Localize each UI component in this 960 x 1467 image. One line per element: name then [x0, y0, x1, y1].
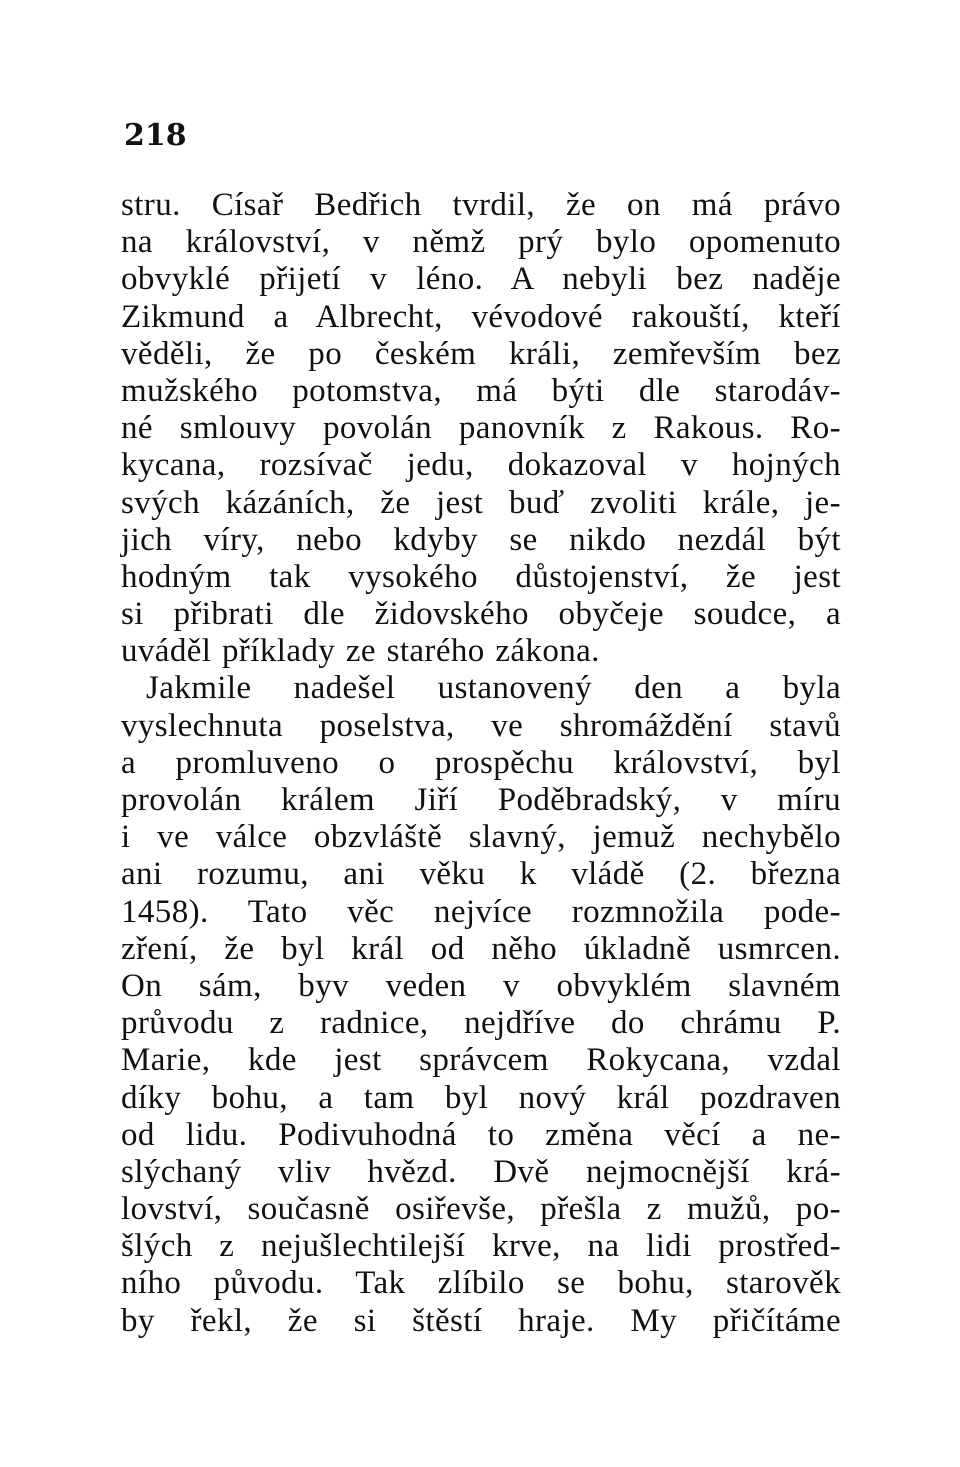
text-line: kycana, rozsívač jedu, dokazoval v hojných	[121, 447, 841, 484]
text-line: vyslechnuta poselstva, ve shromáždění stavů	[121, 707, 841, 744]
text-line: mužského potomstva, má býti dle starodáv-	[121, 372, 841, 409]
text-line: na království, v němž prý bylo opomenuto	[121, 224, 841, 261]
text-line: provolán králem Jiří Poděbradský, v míru	[121, 782, 841, 818]
text-line: Marie, kde jest správcem Rokycana, vzdal	[121, 1042, 841, 1079]
text-line: zření, že byl král od něho úkladně usmrcen.	[121, 930, 841, 967]
page-number: 218	[124, 118, 187, 153]
text-line: On sám, byv veden v obvyklém slavném	[121, 967, 841, 1004]
body-text	[121, 187, 841, 1340]
text-line: věděli, že po českém králi, zemřevším bez	[121, 335, 841, 372]
paragraph-start-line: Jakmile nadešel ustanovený den a byla	[146, 670, 841, 707]
text-line: ani rozumu, ani věku k vládě (2. března	[121, 856, 841, 893]
text-line: šlých z nejušlechtilejší krve, na lidi prostřed-	[121, 1228, 841, 1265]
text-line: by řekl, že si štěstí hraje. My přičítáme	[121, 1302, 841, 1339]
text-line: průvodu z radnice, nejdříve do chrámu P.	[121, 1005, 841, 1042]
text-line: slýchaný vliv hvězd. Dvě nejmocnější krá-	[121, 1153, 841, 1190]
text-line: hodným tak vysokého důstojenství, že jest	[121, 558, 841, 595]
text-line: 1458). Tato věc nejvíce rozmnožila pode-	[121, 893, 841, 930]
text-line: si přibrati dle židovského obyčeje soudce, a	[121, 596, 841, 633]
text-line: stru. Císař Bedřich tvrdil, že on má právo	[121, 187, 841, 223]
text-line: i ve válce obzvláště slavný, jemuž nechybělo	[121, 819, 841, 856]
text-line: a promluveno o prospěchu království, byl	[121, 744, 841, 781]
text-line: díky bohu, a tam byl nový král pozdraven	[121, 1079, 841, 1116]
paragraph-end-line: uváděl příklady ze starého zákona.	[121, 633, 600, 670]
text-line: Zikmund a Albrecht, vévodové rakouští, kteří	[121, 298, 841, 335]
text-line: obvyklé přijetí v léno. A nebyli bez naděje	[121, 261, 841, 298]
text-line: ního původu. Tak zlíbilo se bohu, starověk	[121, 1265, 841, 1302]
text-line: od lidu. Podivuhodná to změna věcí a ne-	[121, 1116, 841, 1153]
text-line: jich víry, nebo kdyby se nikdo nezdál být	[121, 521, 841, 558]
text-line: svých kázáních, že jest buď zvoliti krále, je-	[121, 484, 841, 521]
text-line: lovství, současně osiřevše, přešla z mužů, po-	[121, 1191, 841, 1228]
text-line: né smlouvy povolán panovník z Rakous. Ro-	[121, 410, 841, 447]
